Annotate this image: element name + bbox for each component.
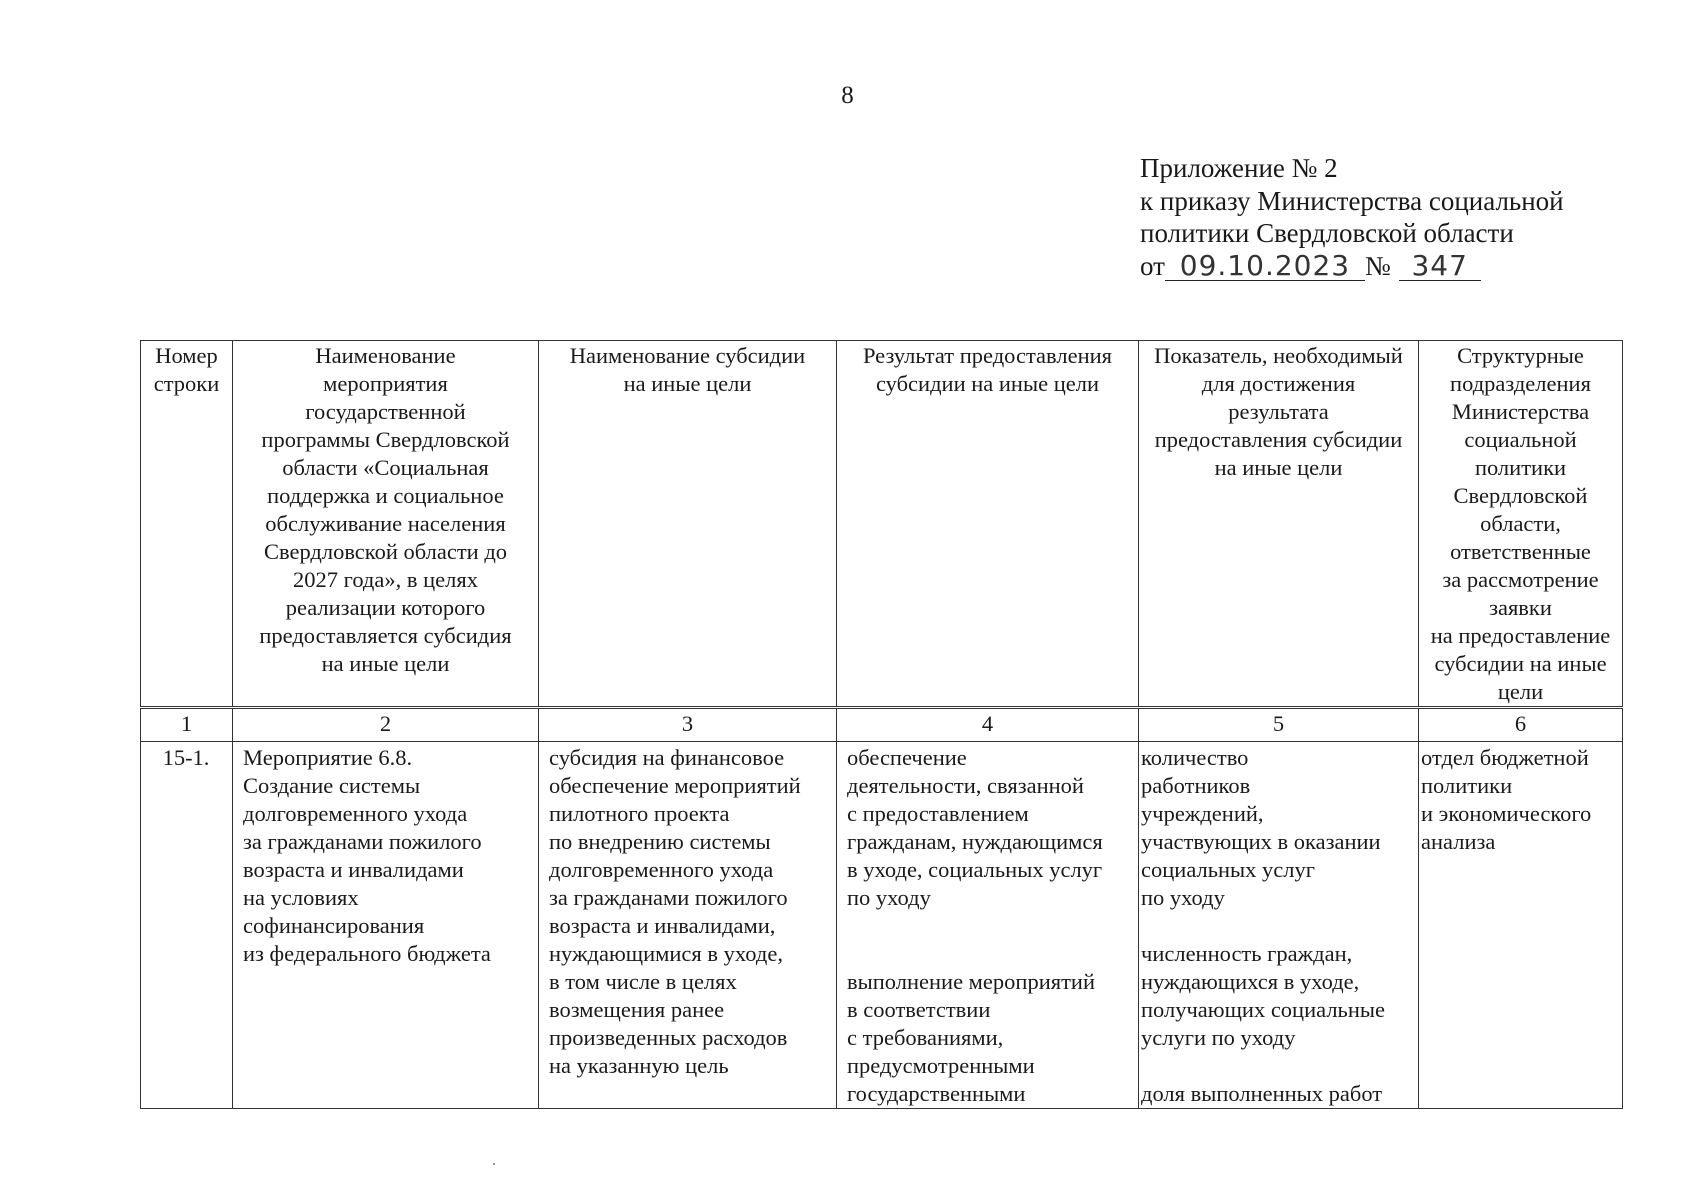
- department-cell: отдел бюджетной политики и экономического анализа: [1419, 742, 1623, 1109]
- subsidy-table: [140, 340, 1623, 1109]
- table-row: [141, 742, 1623, 1109]
- column-number: 2: [233, 708, 539, 742]
- header-row-number: Номер строки: [141, 341, 233, 708]
- header-subsidy-result: Результат предоставления субсидии на иные цели: [837, 341, 1139, 708]
- table-header-row: [141, 341, 1623, 708]
- date-prefix: от: [1140, 250, 1165, 281]
- row-number-cell: 15-1.: [141, 742, 233, 1109]
- column-number: 6: [1419, 708, 1623, 742]
- header-subsidy-name: Наименование субсидии на иные цели: [539, 341, 837, 708]
- column-number: 5: [1139, 708, 1419, 742]
- appendix-title: Приложение № 2: [1140, 153, 1338, 183]
- handwritten-number: 347: [1399, 252, 1481, 281]
- result-cell: обеспечение деятельности, связанной с предоставлением гражданам, нуждающимся в уходе, социальных услуг по уходу выполнение мероприятий в соответствии с требованиями, предусмотренными государственными: [837, 742, 1139, 1109]
- number-prefix: №: [1364, 250, 1391, 281]
- column-numbers-row: [141, 708, 1623, 742]
- header-responsible-department: Структурные подразделения Министерства социальной политики Свердловской области, ответственные за рассмотрение заявки на предоставление субсидии на иные цели: [1419, 341, 1623, 708]
- header-indicator: Показатель, необходимый для достижения результата предоставления субсидии на иные цели: [1139, 341, 1419, 708]
- subsidy-cell: субсидия на финансовое обеспечение мероприятий пилотного проекта по внедрению системы долговременного ухода за гражданами пожилого возраста и инвалидами, нуждающимися в уходе, в том числе в целях возмещения ранее произведенных расходов на указанную цель: [539, 742, 837, 1109]
- handwritten-date: 09.10.2023: [1165, 252, 1365, 281]
- appendix-date-line: [1140, 250, 1564, 283]
- column-number: 4: [837, 708, 1139, 742]
- appendix-block: [1140, 152, 1564, 282]
- appendix-ministry-line: политики Свердловской области: [1140, 218, 1514, 248]
- scan-speck: [493, 1163, 495, 1165]
- page-number: 8: [841, 82, 854, 109]
- column-number: 1: [141, 708, 233, 742]
- column-number: 3: [539, 708, 837, 742]
- appendix-order-line: к приказу Министерства социальной: [1140, 185, 1564, 216]
- indicator-cell: количество работников учреждений, участвующих в оказании социальных услуг по уходу численность граждан, нуждающихся в уходе, получающих социальные услуги по уходу доля выполненных работ: [1139, 742, 1419, 1109]
- event-cell: Мероприятие 6.8. Создание системы долговременного ухода за гражданами пожилого возраста и инвалидами на условиях софинансирования из федерального бюджета: [233, 742, 539, 1109]
- header-event-name: Наименование мероприятия государственной программы Свердловской области «Социальная поддержка и социальное обслуживание населения Свердловской области до 2027 года», в целях реализации которого предоставляется субсидия на иные цели: [233, 341, 539, 708]
